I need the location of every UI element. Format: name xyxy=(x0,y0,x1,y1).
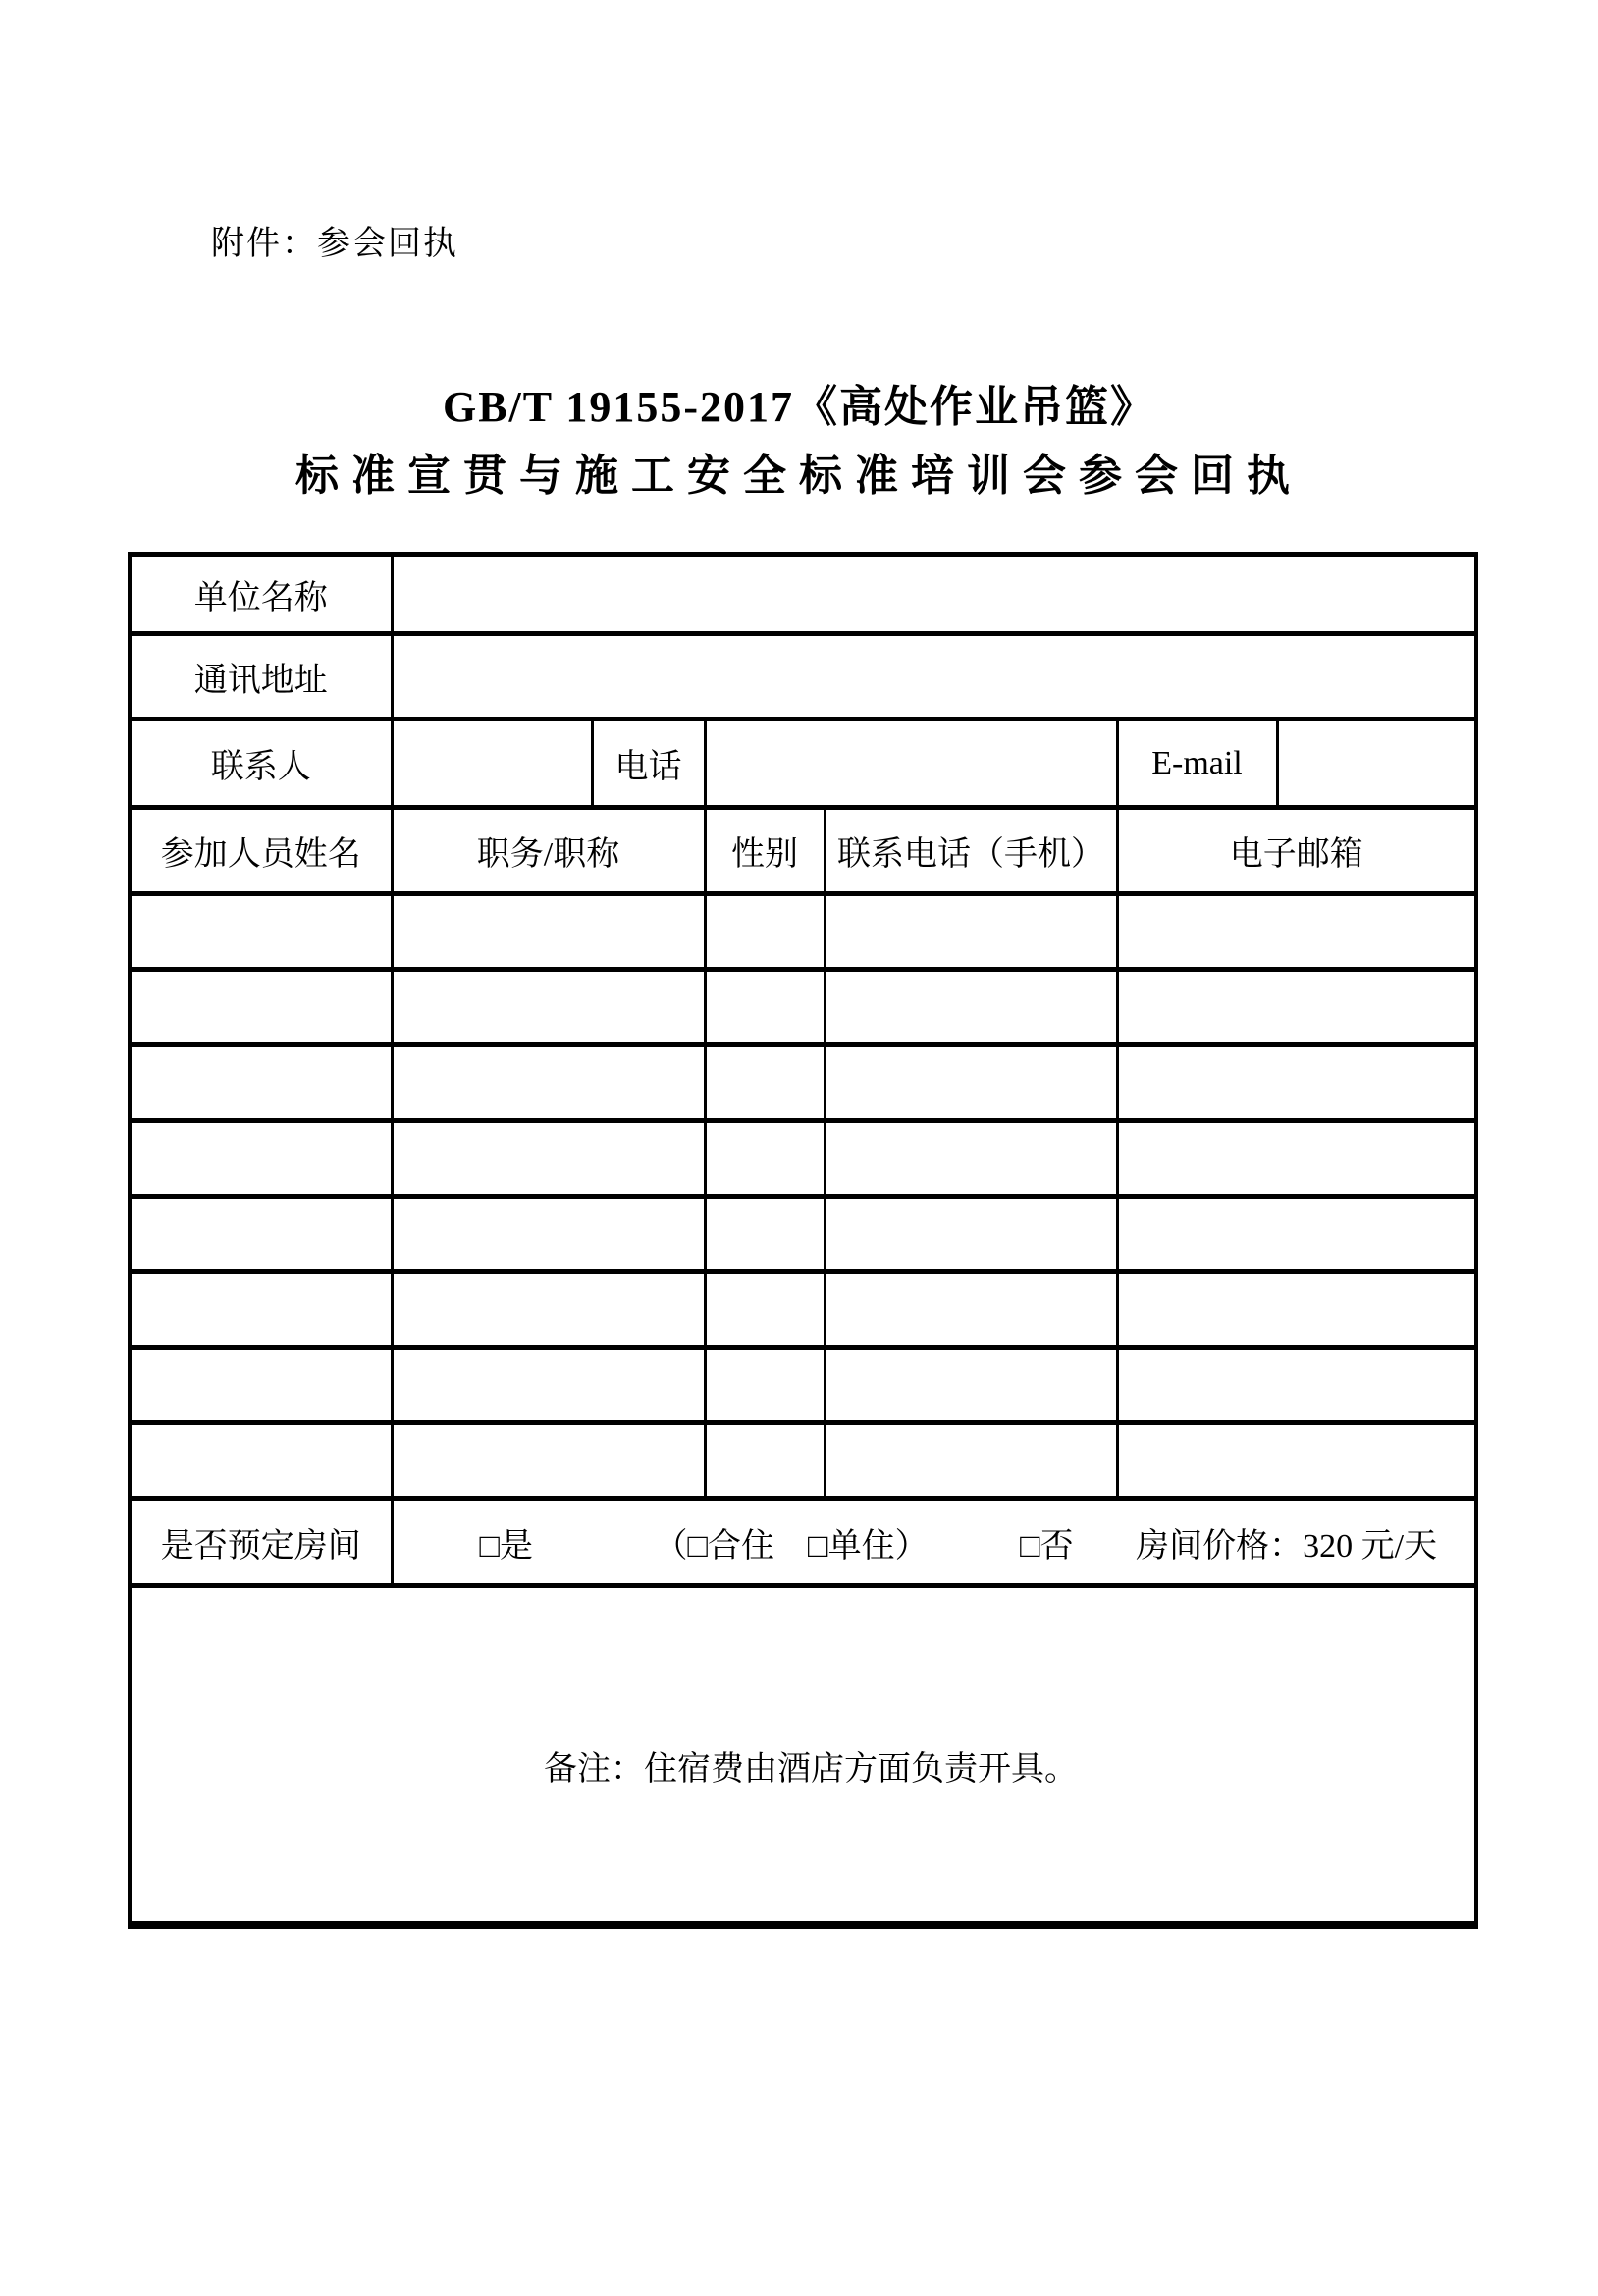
room-booking-label: 是否预定房间 xyxy=(130,1499,392,1586)
attendee-position-cell xyxy=(392,1423,705,1499)
attendee-mobile-cell xyxy=(825,1423,1117,1499)
unit-name-label: 单位名称 xyxy=(130,555,392,634)
attendee-email-cell xyxy=(1117,1197,1476,1272)
attendee-header-gender: 性别 xyxy=(705,808,825,894)
address-blank-cell xyxy=(392,634,1476,720)
attendee-mobile-cell xyxy=(825,1121,1117,1197)
attendee-position-cell xyxy=(392,1121,705,1197)
attendee-email-cell xyxy=(1117,1423,1476,1499)
contact-label: 联系人 xyxy=(130,720,392,808)
attendee-email-cell xyxy=(1117,1121,1476,1197)
attendee-gender-cell xyxy=(705,1423,825,1499)
attendee-gender-cell xyxy=(705,1348,825,1423)
reply-form-table xyxy=(128,552,1478,1929)
room-option-yes-checkbox: □是 xyxy=(479,1527,533,1565)
attendee-header-email: 电子邮箱 xyxy=(1117,808,1476,894)
attendee-name-cell xyxy=(130,894,392,970)
room-booking-options-cell xyxy=(392,1499,1476,1586)
attendee-position-cell xyxy=(392,894,705,970)
room-option-share-checkboxes: （□合住 □单住） xyxy=(654,1527,929,1565)
room-price-text: 房间价格：320 元/天 xyxy=(1136,1527,1438,1565)
attendee-row-1 xyxy=(130,894,1476,970)
attendee-email-cell xyxy=(1117,1272,1476,1348)
attendee-header-position: 职务/职称 xyxy=(392,808,705,894)
address-label: 通讯地址 xyxy=(130,634,392,720)
attendee-mobile-cell xyxy=(825,970,1117,1045)
address-row xyxy=(130,634,1476,720)
attendee-gender-cell xyxy=(705,1045,825,1121)
attendee-mobile-cell xyxy=(825,1045,1117,1121)
room-booking-row xyxy=(130,1499,1476,1586)
attendee-mobile-cell xyxy=(825,1197,1117,1272)
attendee-gender-cell xyxy=(705,894,825,970)
attendee-mobile-cell xyxy=(825,1272,1117,1348)
attachment-note: 附件：参会回执 xyxy=(211,226,458,262)
attendee-email-cell xyxy=(1117,970,1476,1045)
attendee-position-cell xyxy=(392,1197,705,1272)
remark-text: 备注：住宿费由酒店方面负责开具。 xyxy=(130,1586,1476,1925)
attendee-gender-cell xyxy=(705,1272,825,1348)
attendee-email-cell xyxy=(1117,894,1476,970)
attendee-name-cell xyxy=(130,1348,392,1423)
attendee-row-6 xyxy=(130,1272,1476,1348)
attendee-row-3 xyxy=(130,1045,1476,1121)
attendee-header-name: 参加人员姓名 xyxy=(130,808,392,894)
remark-row xyxy=(130,1586,1476,1925)
attendee-name-cell xyxy=(130,1045,392,1121)
email-label: E-mail xyxy=(1117,720,1277,808)
document-title-line1: GB/T 19155-2017《高处作业吊篮》 xyxy=(442,383,1155,431)
attendee-name-cell xyxy=(130,1197,392,1272)
attendee-row-2 xyxy=(130,970,1476,1045)
phone-blank-cell xyxy=(705,720,1117,808)
attendee-row-4 xyxy=(130,1121,1476,1197)
attendee-email-cell xyxy=(1117,1045,1476,1121)
attendee-gender-cell xyxy=(705,1197,825,1272)
attendee-name-cell xyxy=(130,970,392,1045)
attendee-gender-cell xyxy=(705,970,825,1045)
attendee-mobile-cell xyxy=(825,894,1117,970)
attendee-position-cell xyxy=(392,1272,705,1348)
attendee-header-mobile: 联系电话（手机） xyxy=(825,808,1117,894)
unit-name-blank-cell xyxy=(392,555,1476,634)
contact-blank-cell xyxy=(392,720,592,808)
attendee-name-cell xyxy=(130,1423,392,1499)
attendee-row-7 xyxy=(130,1348,1476,1423)
attendee-name-cell xyxy=(130,1272,392,1348)
unit-name-row xyxy=(130,555,1476,634)
attendee-gender-cell xyxy=(705,1121,825,1197)
attendee-header-row xyxy=(130,808,1476,894)
phone-label: 电话 xyxy=(592,720,705,808)
attendee-position-cell xyxy=(392,1045,705,1121)
email-blank-cell xyxy=(1277,720,1476,808)
contact-row xyxy=(130,720,1476,808)
room-option-no-checkbox: □否 xyxy=(1020,1527,1074,1565)
attendee-mobile-cell xyxy=(825,1348,1117,1423)
attendee-row-8 xyxy=(130,1423,1476,1499)
attendee-name-cell xyxy=(130,1121,392,1197)
attendee-row-5 xyxy=(130,1197,1476,1272)
document-title-line2: 标准宣贯与施工安全标准培训会参会回执 xyxy=(295,452,1303,500)
attendee-position-cell xyxy=(392,970,705,1045)
attendee-email-cell xyxy=(1117,1348,1476,1423)
attendee-position-cell xyxy=(392,1348,705,1423)
